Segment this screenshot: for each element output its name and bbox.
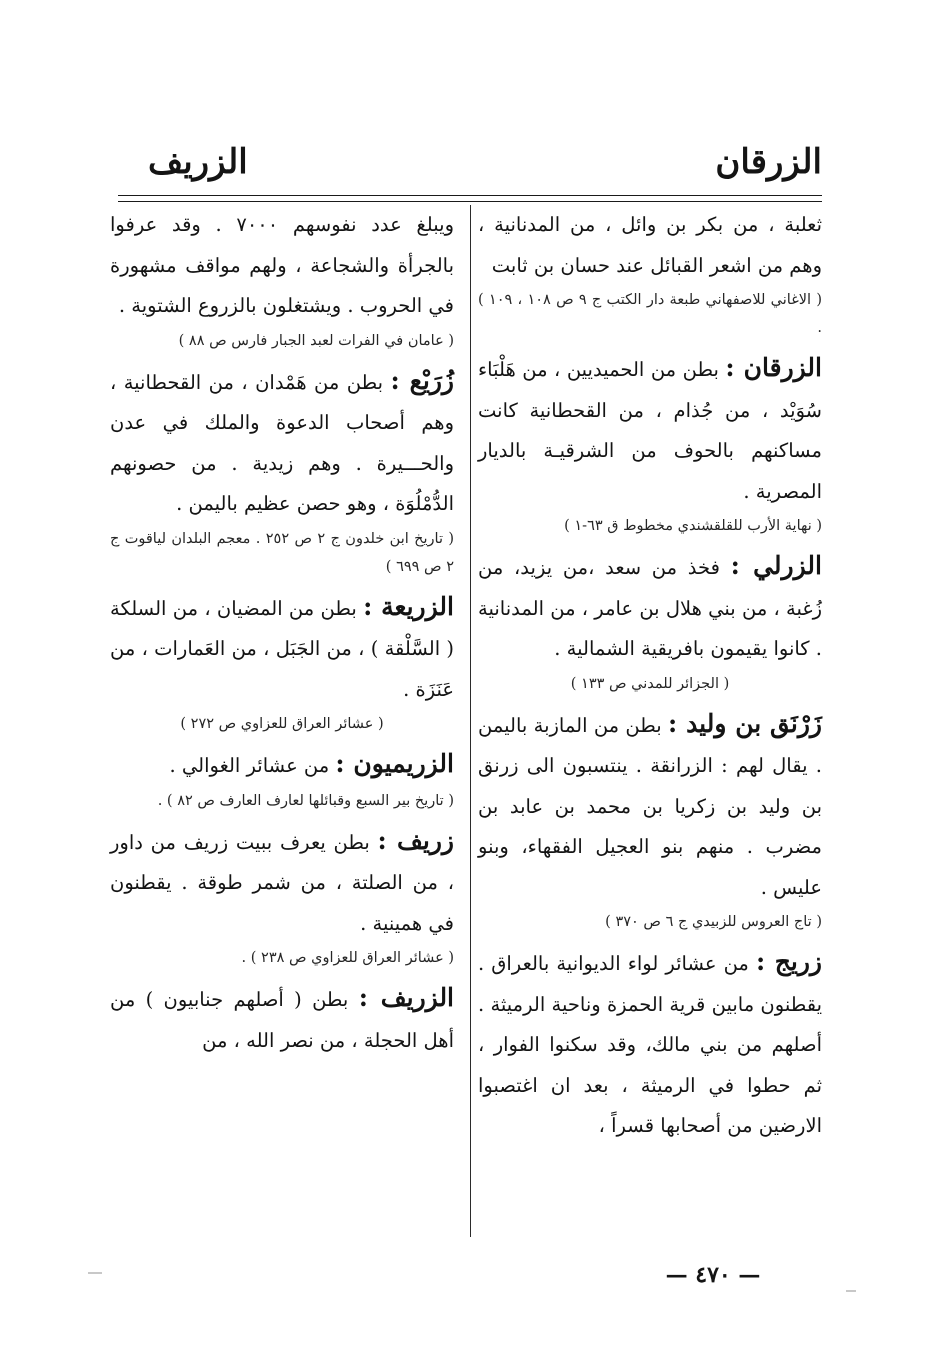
entry <box>110 361 454 525</box>
source-citation <box>110 327 454 355</box>
source-citation <box>110 525 454 581</box>
entry-text: فخذ من سعد ،من يزيد، من زُغبة ، من بني هلال بن عامر ، من المدنانية . كانوا يقيمون بافريقية الشمالية . <box>478 556 822 660</box>
continued-text <box>110 205 454 327</box>
running-head-right: الزرقان <box>715 142 822 182</box>
scan-speck <box>846 1290 856 1292</box>
entry-headword: زُرَيْع : <box>390 365 455 395</box>
entry-headword: الزرلي : <box>730 551 822 580</box>
citation-text: ( الجزائر للمدني ص ١٣٣ ) <box>570 675 730 692</box>
citation-text: ( عامان في الفرات لعبد الجبار فارس ص ٨٨ ) <box>178 332 454 349</box>
header-rule-bottom <box>118 201 822 202</box>
source-citation <box>478 512 822 540</box>
entry-text: بطن ( أصلهم جنابيون ) من أهل الحجلة ، من نصر الله ، من <box>110 988 454 1052</box>
entry-text: بطن من المضيان ، من السلكة ( السَّلْقة ) ، من الجَبَل ، من العَمارات ، من عَنَزَة . <box>110 596 454 701</box>
source-citation <box>110 710 454 738</box>
scan-speck <box>88 1272 102 1274</box>
text: ويبلغ عدد نفوسهم ٧٠٠٠ . وقد عرفوا بالجرأة والشجاعة ، ولهم مواقف مشهورة في الحروب . ويشتغلون بالزروع الشتوية . <box>110 213 454 317</box>
citation-text: ( عشائر العراق للعزاوي ص ٢٧٢ ) <box>180 716 384 732</box>
entry-text: من عشائر لواء الديوانية بالعراق . يقطنون مابين قرية الحمزة وناحية الرميثة . أصلهم من بني مالك، وقد سكنوا الفوار ، ثم حطوا في الرميثة ، بعد ان اغتصبوا الارضين من أصحابها قسراً ، <box>478 952 822 1137</box>
right-column <box>478 205 822 1147</box>
entry-text: بطن من المازبة باليمن . يقال لهم : الزرانقة . ينتسبون الى زرنق بن وليد بن زكريا بن محمد بن عابد بن مضرب . منهم بنو العجيل الفقهاء، وبنو عليس . <box>478 713 822 899</box>
citation-text: ( عشائر العراق للعزاوي ص ٢٣٨ ) . <box>241 950 454 966</box>
citation-text: ( الاغاني للاصفهاني طبعة دار الكتب ج ٩ ص ١٠٨ ، ١٠٩ ) . <box>478 292 822 336</box>
page-number: — ٤٧٠ — <box>665 1262 761 1288</box>
text: ثعلبة ، من بكر بن وائل ، من المدنانية ، وهم من اشعر القبائل عند حسان بن ثابت <box>478 213 822 277</box>
entry-text: بطن من الحميديين ، من هَلْبَاء سُوَيْد ، من جُذام ، من القحطانية كانت مساكنهم بالحوف من الشرقيـة بالديار المصرية . <box>478 358 822 503</box>
entry <box>110 821 454 945</box>
source-citation <box>478 670 822 698</box>
entry-headword: الزريميون : <box>335 749 454 778</box>
entry <box>478 546 822 670</box>
entry-headword: زَرْنَق بن وليد : <box>668 708 823 738</box>
header-rule-top <box>118 195 822 196</box>
entry <box>110 744 454 787</box>
citation-text: ( تاريخ بير السبع وقبائلها لعارف العارف ص ٨٢ ) . <box>157 792 454 809</box>
source-citation <box>110 787 454 815</box>
entry-text: بطن يعرف ببيت زريف من داور ، من الصلتة ، من شمر طوقة . يقطنون في همينية . <box>110 830 454 935</box>
entry-headword: زريف : <box>377 825 455 855</box>
entry-headword: الزريف : <box>358 983 455 1012</box>
entry-text: من عشائر الغوالي . <box>169 754 330 777</box>
entry <box>478 348 822 512</box>
entry-text: بطن من هَمْدان ، من القحطانية ، وهم أصحاب الدعوة والملك في عدن والحـــيرة . وهم زيدية . من حصونهم الدُّمْلُوَة ، وهو حصن عظيم باليمن . <box>110 370 454 515</box>
citation-text: ( نهاية الأرب للقلقشندي مخطوط ق ٦٣-١ ) <box>564 518 822 534</box>
entry <box>110 978 454 1061</box>
left-column <box>110 205 454 1061</box>
running-head-left: الزريف <box>148 142 248 182</box>
column-divider <box>470 205 471 1237</box>
source-citation <box>110 944 454 972</box>
entry <box>478 704 822 909</box>
entry <box>478 942 822 1147</box>
entry <box>110 587 454 711</box>
entry-headword: زريج : <box>755 947 822 976</box>
citation-text: ( تاج العروس للزبيدي ج ٦ ص ٣٧٠ ) <box>605 914 822 930</box>
citation-text: ( تاريخ ابن خلدون ج ٢ ص ٢٥٢ . معجم البلدان لياقوت ج ٢ ص ٦٩٩ ) <box>110 530 455 575</box>
entry-headword: الزرقان : <box>725 353 822 382</box>
source-citation <box>478 908 822 936</box>
continued-text <box>478 205 822 286</box>
entry-headword: الزريعة : <box>363 591 454 621</box>
source-citation <box>478 286 822 342</box>
